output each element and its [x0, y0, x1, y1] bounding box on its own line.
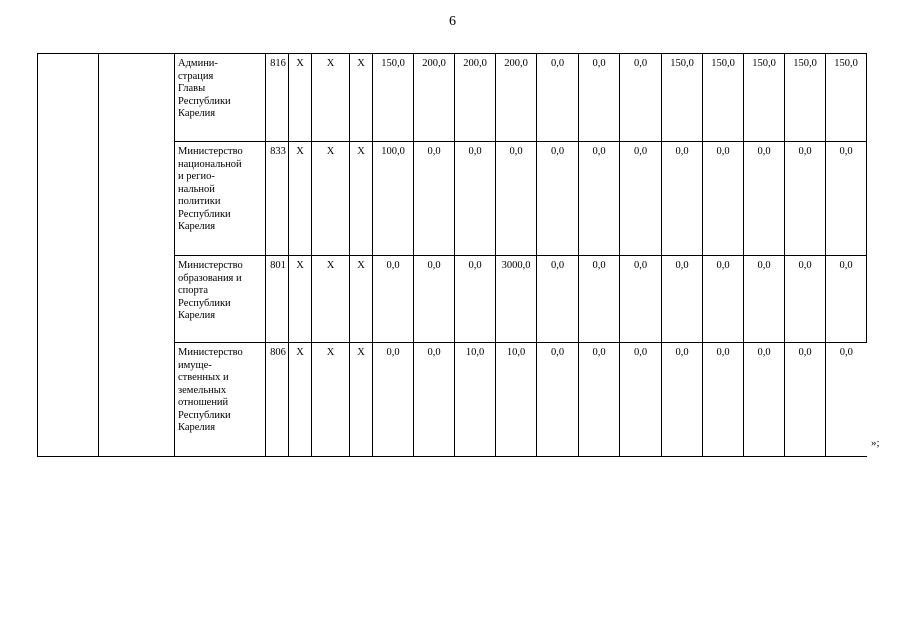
mark-cell: X [289, 142, 312, 256]
budget-code-cell: 816 [266, 54, 289, 142]
value-cell: 0,0 [579, 54, 620, 142]
value-cell: 0,0 [785, 343, 826, 457]
mark-cell: X [289, 256, 312, 343]
merged-blank-cell-1 [38, 54, 99, 457]
value-cell: 0,0 [620, 142, 662, 256]
mark-cell: X [289, 343, 312, 457]
value-cell: 0,0 [620, 54, 662, 142]
value-cell: 150,0 [826, 54, 867, 142]
value-cell: 0,0 [785, 142, 826, 256]
value-cell: 0,0 [414, 256, 455, 343]
merged-blank-cell-2 [99, 54, 175, 457]
value-cell: 0,0 [744, 256, 785, 343]
value-cell: 0,0 [662, 256, 703, 343]
page-number: 6 [449, 14, 456, 29]
value-cell: 0,0 [537, 54, 579, 142]
value-cell: 0,0 [826, 256, 867, 343]
closing-quote: »; [871, 437, 880, 449]
value-cell: 10,0 [496, 343, 537, 457]
budget-code-cell: 806 [266, 343, 289, 457]
organization-cell [175, 142, 266, 256]
value-cell: 0,0 [373, 343, 414, 457]
value-cell: 0,0 [455, 142, 496, 256]
value-cell: 150,0 [662, 54, 703, 142]
value-cell: 0,0 [414, 343, 455, 457]
value-cell: 0,0 [662, 343, 703, 457]
organization-cell [175, 343, 266, 457]
value-cell: 0,0 [744, 343, 785, 457]
value-cell: 0,0 [414, 142, 455, 256]
mark-cell: X [350, 256, 373, 343]
organization-name: Министерство национальной и регио- нальной политики Республики Карелия [178, 146, 243, 232]
value-cell: 0,0 [703, 343, 744, 457]
organization-name: Админи- страция Главы Республики Карелия [178, 58, 231, 119]
budget-table [37, 53, 867, 457]
value-cell: 100,0 [373, 142, 414, 256]
mark-cell: X [312, 142, 350, 256]
value-cell: 200,0 [496, 54, 537, 142]
value-cell: 0,0 [537, 142, 579, 256]
organization-cell [175, 256, 266, 343]
organization-cell [175, 54, 266, 142]
value-cell: 0,0 [537, 343, 579, 457]
mark-cell: X [312, 54, 350, 142]
value-cell: 0,0 [662, 142, 703, 256]
value-cell: 0,0 [579, 256, 620, 343]
mark-cell: X [350, 54, 373, 142]
mark-cell: X [312, 256, 350, 343]
table-row [38, 54, 867, 142]
mark-cell: X [312, 343, 350, 457]
value-cell: 150,0 [744, 54, 785, 142]
value-cell: 0,0 [620, 256, 662, 343]
organization-name: Министерство имуще- ственных и земельных отношений Республики Карелия [178, 347, 243, 433]
mark-cell: X [289, 54, 312, 142]
value-cell: 150,0 [703, 54, 744, 142]
value-cell: 0,0 [620, 343, 662, 457]
value-cell: 0,0 [785, 256, 826, 343]
value-cell: 200,0 [455, 54, 496, 142]
budget-code-cell: 833 [266, 142, 289, 256]
value-cell: 0,0 [373, 256, 414, 343]
value-cell: 0,0 [826, 343, 867, 457]
value-cell: 0,0 [826, 142, 867, 256]
value-cell: 0,0 [703, 256, 744, 343]
value-cell: 150,0 [373, 54, 414, 142]
value-cell: 0,0 [703, 142, 744, 256]
value-cell: 3000,0 [496, 256, 537, 343]
value-cell: 0,0 [455, 256, 496, 343]
mark-cell: X [350, 142, 373, 256]
value-cell: 0,0 [579, 142, 620, 256]
value-cell: 0,0 [537, 256, 579, 343]
value-cell: 0,0 [579, 343, 620, 457]
mark-cell: X [350, 343, 373, 457]
organization-name: Министерство образования и спорта Республики Карелия [178, 260, 243, 321]
value-cell: 10,0 [455, 343, 496, 457]
value-cell: 150,0 [785, 54, 826, 142]
value-cell: 200,0 [414, 54, 455, 142]
budget-code-cell: 801 [266, 256, 289, 343]
value-cell: 0,0 [744, 142, 785, 256]
value-cell: 0,0 [496, 142, 537, 256]
